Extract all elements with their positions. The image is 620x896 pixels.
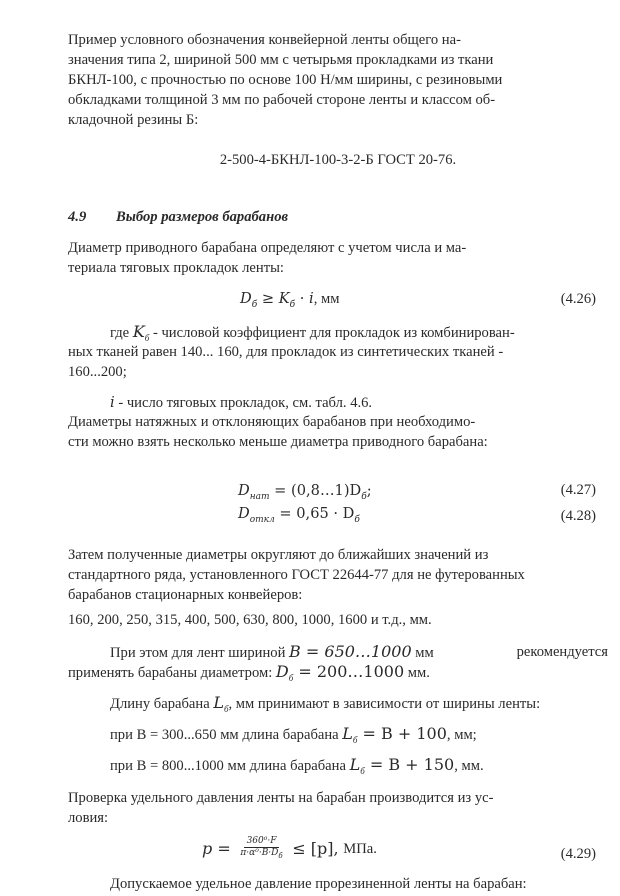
eq-subscript: б: [361, 491, 367, 502]
eq-unit: МПа.: [343, 840, 377, 857]
text-line: стандартного ряда, установленного ГОСТ 22644-77 для не футерованных: [68, 567, 525, 583]
coefficient-paragraph-body: [68, 342, 608, 382]
allowable-pressure-paragraph: [68, 874, 527, 894]
text-segment: Длину барабана: [110, 696, 210, 712]
pressure-check-paragraph: [68, 788, 608, 828]
text-line: значения типа 2, шириной 500 мм с четырьмя прокладками из ткани: [68, 52, 494, 68]
eq-number-text: (4.26): [560, 291, 596, 307]
text-line: сти можно взять несколько меньше диаметра приводного барабана:: [68, 434, 488, 450]
eq-numerator: 360⁰·F: [244, 836, 280, 848]
drum-length-case-1: [68, 724, 477, 750]
text-line: ных тканей равен 140... 160, для прокладок из синтетических тканей -: [68, 344, 504, 360]
drum-length-paragraph: [68, 693, 540, 719]
eq-subscript: б: [251, 299, 258, 310]
recommendation-line-2: [68, 662, 430, 688]
text-segment: , мм принимают в зависимости от ширины ленты:: [228, 696, 541, 712]
eq-symbol: i: [309, 290, 314, 307]
text-unit: мм.: [407, 665, 430, 681]
text-unit: , мм;: [446, 727, 477, 743]
eq-subscript: б: [360, 765, 365, 776]
plies-definition: [110, 393, 372, 413]
eq-number-text: (4.28): [560, 508, 596, 524]
section-title: Выбор размеров барабанов: [116, 209, 289, 225]
eq-subscript: б: [352, 734, 358, 745]
eq-number-text: (4.27): [560, 482, 596, 498]
eq-fraction: [237, 836, 285, 862]
text-segment: рекомендуется: [516, 644, 608, 660]
eq-symbol: L: [342, 724, 353, 743]
eq-operator: ;: [366, 482, 372, 499]
equation-4-26: [240, 289, 340, 315]
text-line: ловия:: [68, 810, 109, 826]
eq-relation: ≥: [261, 290, 275, 307]
eq-symbol: D: [240, 290, 252, 307]
text-unit: мм: [415, 645, 434, 661]
eq-expression: p =: [202, 838, 231, 858]
eq-expression: = (0,8…1)D: [274, 482, 362, 499]
text-line: - число тяговых прокладок, см. табл. 4.6.: [114, 395, 373, 411]
eq-subscript: б: [289, 299, 296, 310]
text-line: Диаметр приводного барабана определяют с учетом числа и ма-: [68, 240, 467, 256]
text-line: барабанов стационарных конвейеров:: [68, 587, 303, 603]
eq-symbol: L: [349, 755, 361, 774]
eq-expression: = 200…1000: [293, 662, 405, 681]
eq-denominator: [237, 848, 285, 862]
standard-series: [68, 610, 432, 630]
eq-unit: , мм: [313, 291, 340, 307]
designation-text: 2-500-4-БКНЛ-100-3-2-Б ГОСТ 20-76.: [219, 152, 457, 168]
eq-denominator-text: π·α⁰·B·D: [240, 848, 279, 858]
equation-4-29: [202, 836, 377, 862]
drive-drum-paragraph-body: [68, 258, 608, 278]
text-line: Проверка удельного давления ленты на барабан производится из ус-: [68, 790, 494, 806]
text-line: - числовой коэффициент для прокладок из комбинирован-: [149, 325, 515, 341]
text-line: териала тяговых прокладок ленты:: [68, 260, 284, 276]
eq-subscript: нат: [249, 491, 270, 502]
text-segment: при B = 300...650 мм длина барабана: [110, 727, 339, 743]
belt-designation: [68, 150, 608, 170]
eq-symbol: L: [213, 693, 224, 712]
text-line: Пример условного обозначения конвейерной ленты общего на-: [68, 32, 461, 48]
drive-drum-paragraph: [68, 238, 608, 258]
example-paragraph: [68, 30, 608, 50]
text-line: 160...200;: [68, 364, 127, 380]
equation-number: [561, 480, 596, 500]
example-paragraph-body: [68, 50, 608, 130]
text-line: БКНЛ-100, с прочностью по основе 100 Н/мм ширины, с резиновыми: [68, 72, 503, 88]
text-line: кладочной резины Б:: [68, 112, 199, 128]
eq-symbol: i: [110, 394, 115, 411]
eq-subscript: б: [144, 332, 150, 343]
eq-symbol: D: [238, 505, 250, 522]
eq-subscript: б: [278, 851, 283, 860]
eq-subscript: б: [354, 514, 360, 525]
section-number: 4.9: [68, 209, 87, 225]
text-unit: , мм.: [454, 758, 484, 774]
eq-expression: = B + 150: [364, 755, 455, 774]
text-line: Допускаемое удельное давление прорезиненной ленты на барабан:: [110, 876, 527, 892]
eq-relation: ≤ [p],: [292, 838, 339, 858]
text-word: где: [110, 325, 130, 341]
rounding-paragraph: [68, 545, 608, 605]
eq-subscript: б: [223, 703, 229, 714]
eq-expression: B = 650…1000: [289, 642, 412, 661]
eq-symbol: K: [132, 322, 145, 341]
text-line: обкладками толщиной 3 мм по рабочей стороне ленты и классом об-: [68, 92, 496, 108]
text-line: Диаметры натяжных и отклоняющих барабанов при необходимо-: [68, 414, 476, 430]
recommendation-line-1: [68, 642, 608, 663]
eq-expression: = 0,65 · D: [279, 505, 355, 522]
text-segment: При этом для лент шириной: [110, 645, 286, 661]
eq-expression: = B + 100: [357, 724, 447, 743]
equation-number: [561, 844, 596, 864]
eq-symbol: K: [278, 290, 290, 307]
eq-symbol: D: [275, 662, 289, 681]
eq-number-text: (4.29): [560, 846, 596, 862]
eq-operator: ·: [299, 290, 305, 307]
text-line: Затем полученные диаметры округляют до ближайших значений из: [68, 547, 489, 563]
eq-symbol: D: [238, 482, 250, 499]
section-heading: [68, 207, 288, 227]
equation-4-28: [238, 504, 360, 530]
eq-subscript: б: [288, 672, 294, 683]
tension-drum-paragraph: [68, 412, 608, 452]
eq-subscript: откл: [249, 514, 275, 525]
drum-length-case-2: [68, 755, 484, 781]
equation-number: [561, 289, 596, 309]
series-text: 160, 200, 250, 315, 400, 500, 630, 800, 1000, 1600 и т.д., мм.: [68, 612, 432, 628]
text-segment: применять барабаны диаметром:: [68, 665, 273, 681]
equation-number: [561, 506, 596, 526]
text-segment: при B = 800...1000 мм длина барабана: [110, 758, 346, 774]
